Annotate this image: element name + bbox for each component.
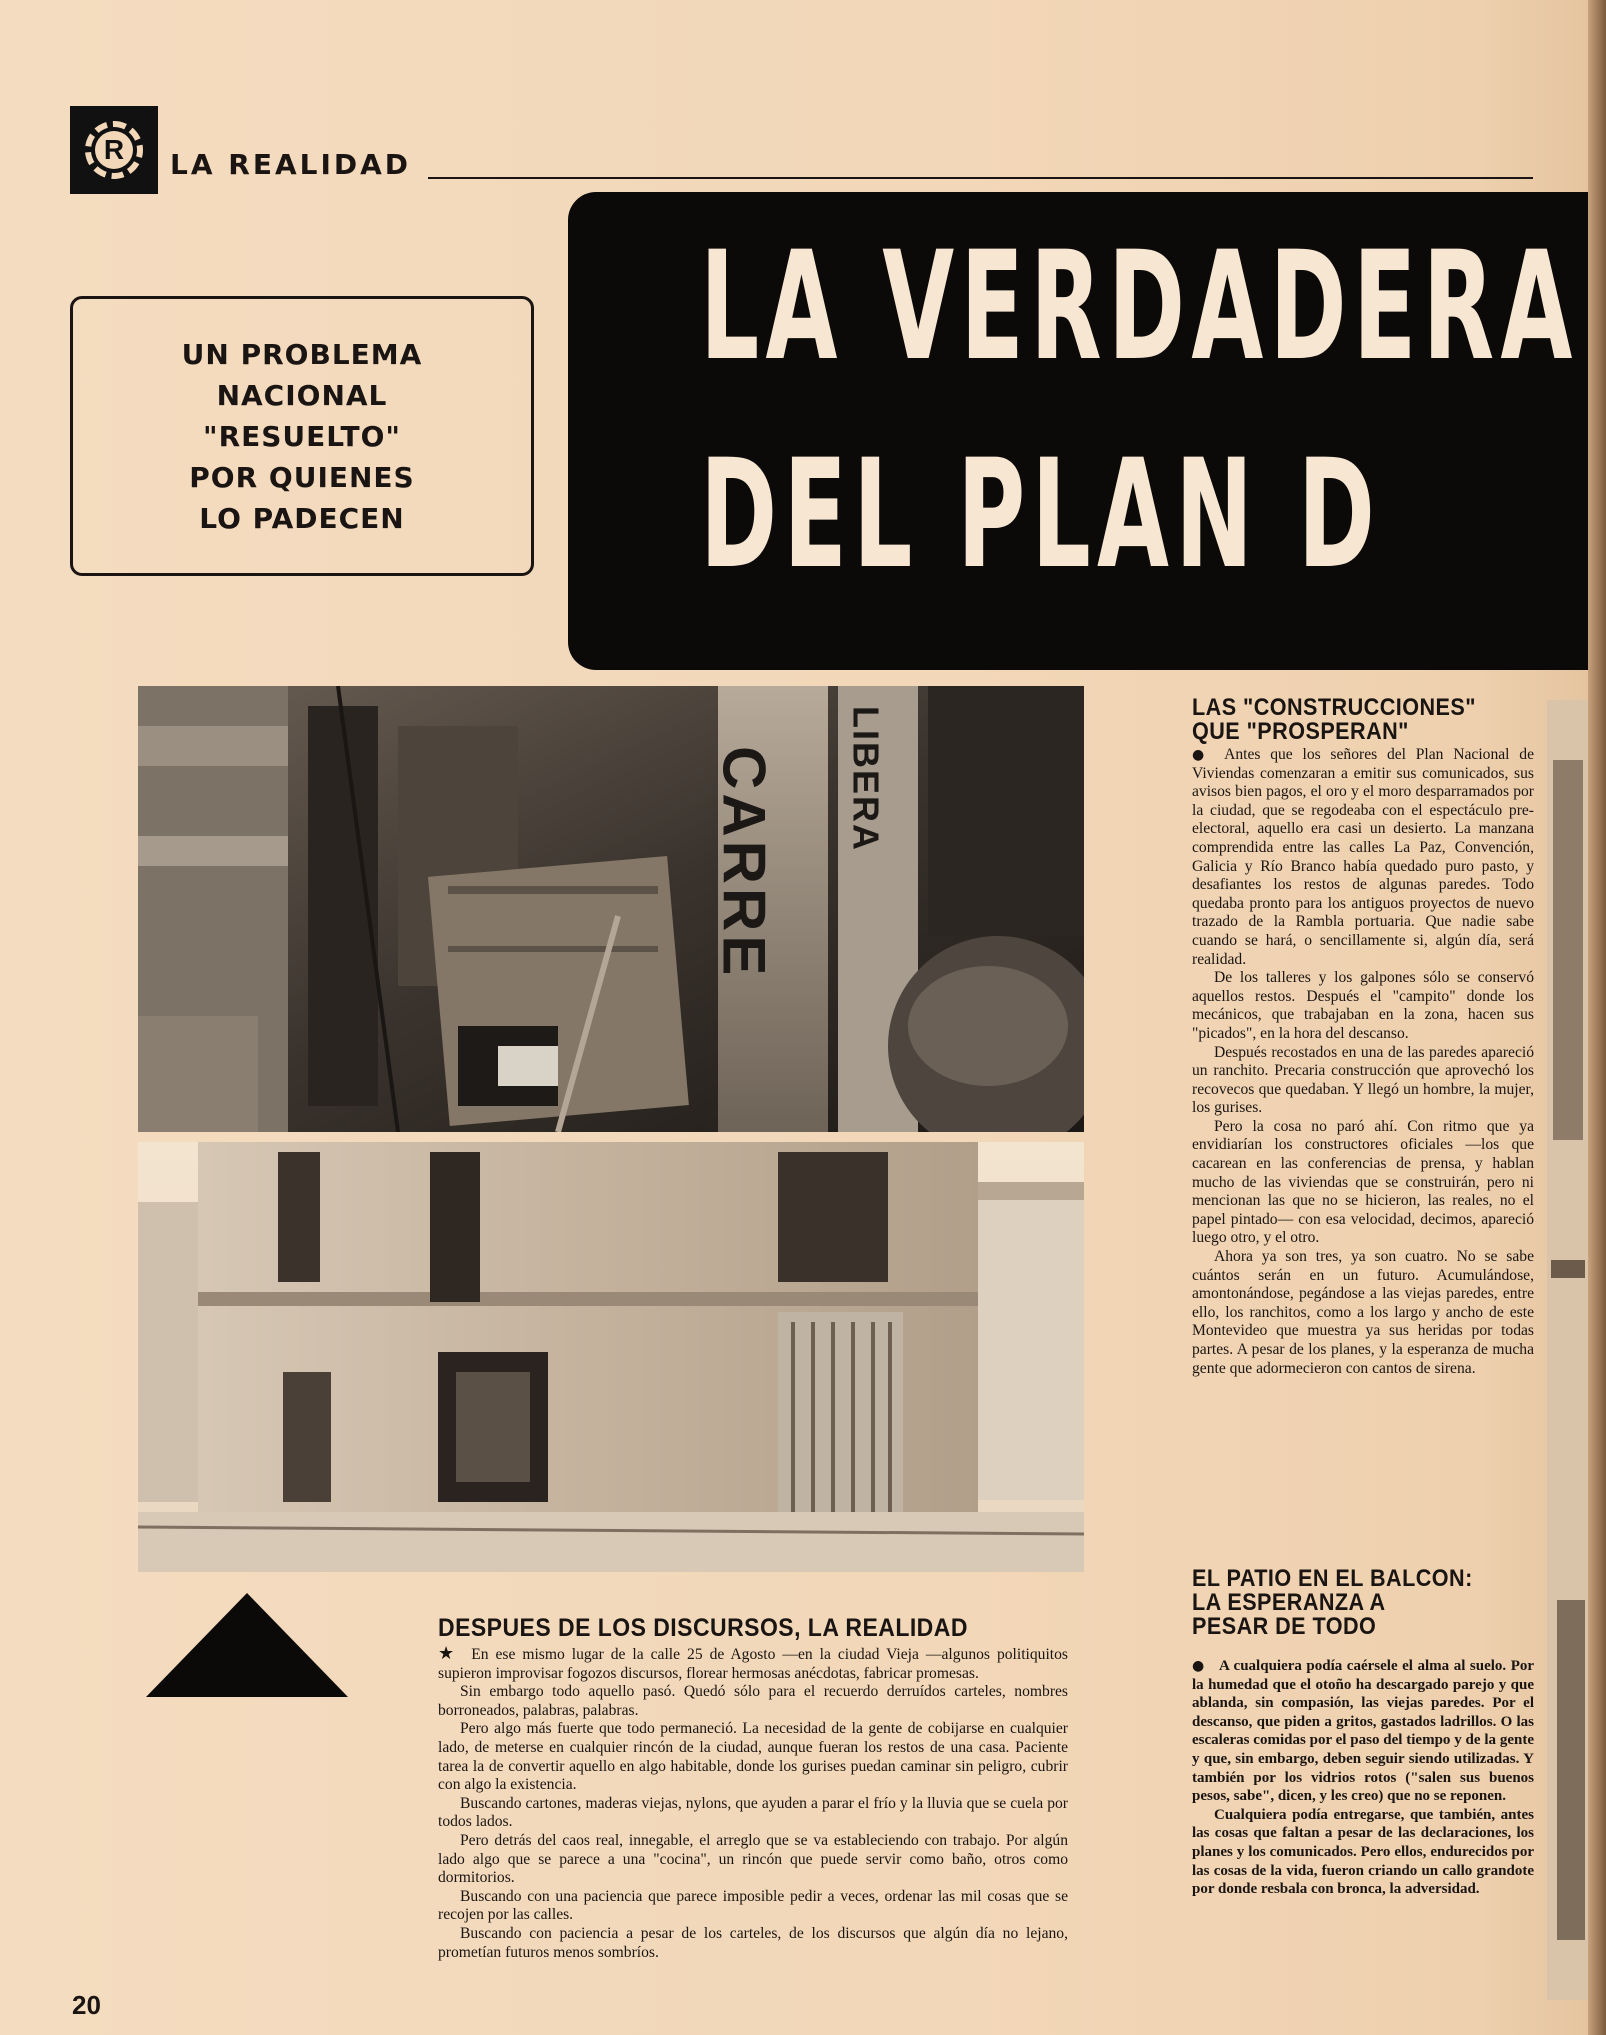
photo-shelter-interior	[138, 686, 1084, 1132]
article-patio-body	[1192, 1657, 1534, 1899]
headline-banner	[568, 192, 1606, 670]
star-icon: ★	[438, 1643, 458, 1664]
photo-sign-right: LIBERA	[845, 706, 887, 852]
logo-letter: R	[95, 131, 133, 169]
article-main-paragraph: Pero detrás del caos real, innegable, el arreglo que se va estableciendo con trabajo. Por algún lado algo que se parece a una "cocina", un rincón que puede servir como baño, otros como dormitorios.	[438, 1831, 1068, 1887]
article-main-paragraph: Buscando cartones, maderas viejas, nylons, que ayuden a parar el frío y la lluvia que se cuela por todos lados.	[438, 1794, 1068, 1831]
article-construcciones-heading: LAS "CONSTRUCCIONES" QUE "PROSPERAN"	[1192, 694, 1476, 745]
article-main	[438, 1616, 1068, 1962]
facing-page-edge	[1547, 700, 1588, 2000]
article-main-paragraph: Sin embargo todo aquello pasó. Quedó sólo para el recuerdo derruídos carteles, nombres borroneados, palabras, palabras.	[438, 1683, 1068, 1719]
section-name: LA REALIDAD	[170, 147, 412, 181]
article-main-heading: DESPUES DE LOS DISCURSOS, LA REALIDAD	[438, 1614, 968, 1642]
realidad-logo	[70, 106, 158, 194]
section-header	[70, 106, 411, 194]
photo-sign-left: CARRE	[710, 746, 778, 980]
article-construcciones-paragraph: ● Antes que los señores del Plan Nacional de Viviendas comenzaran a emitir sus comunicados, sus avisos bien pagos, el oro y el moro desparramados por la ciudad, que se regodeaba con el espectáculo pre-electoral, aquello era casi un desierto. La manzana comprendida entre las calles La Paz, Convención, Galicia y Río Branco había quedado puro pasto, y desafiantes los restos de algunas paredes. Todo quedaba pronto para los antiguos proyectos de nuevo trazado de la Rambla portuaria. Que nadie sabe cuando se hará, o sencillamente si, algún día, será realidad.	[1192, 746, 1534, 968]
page-number: 20	[72, 1990, 101, 2020]
article-construcciones-body	[1192, 746, 1534, 1378]
article-main-paragraph: Buscando con una paciencia que parece imposible pedir a veces, ordenar las mil cosas que se recojen por las calles.	[438, 1887, 1068, 1924]
gear-icon	[85, 121, 143, 179]
article-construcciones-paragraph: De los talleres y los galpones sólo se conservó aquellos restos. Después el "campito" donde los mecánicos, que trabajaban en la zona, hacen sus "picados", en la hora del descanso.	[1192, 969, 1534, 1042]
article-patio-paragraph: Cualquiera podía entregarse, que también, antes las cosas que faltan a pesar de las declaraciones, los planes y los comunicados. Pero ellos, endurecidos por las cosas de la vida, fueron criando un callo grandote por donde resbala con bronca, la adversidad.	[1192, 1806, 1534, 1898]
kicker-box	[70, 296, 534, 576]
article-main-body	[438, 1645, 1068, 1962]
triangle-ornament	[146, 1593, 348, 1697]
article-main-paragraph: Pero algo más fuerte que todo permaneció. La necesidad de la gente de cobijarse en cualquier lado, de meterse en cualquier rincón de la ciudad, aunque fueran los restos de una casa. Paciente tarea la de convertir aquello en algo habitable, donde los gurises puedan caminar sin peligro, cubrir con algo la existencia.	[438, 1720, 1068, 1794]
article-main-paragraph: ★ En ese mismo lugar de la calle 25 de Agosto —en la ciudad Vieja —algunos politiquitos supieron improvisar fogozos discursos, florear hermosas anécdotas, fabricar promesas.	[438, 1643, 1068, 1682]
article-patio	[1192, 1567, 1534, 1899]
article-patio-heading: EL PATIO EN EL BALCON: LA ESPERANZA A PESAR DE TODO	[1192, 1565, 1473, 1640]
photo-building-facade	[138, 1142, 1084, 1572]
header-rule	[428, 177, 1533, 179]
article-construcciones-paragraph: Después recostados en una de las paredes apareció un ranchito. Precaria construcción que aprovechó los recovecos que quedaban. Y llegó un hombre, la mujer, los gurises.	[1192, 1043, 1534, 1117]
article-construcciones-paragraph: Ahora ya son tres, ya son cuatro. No se sabe cuántos serán en un futuro. Acumulándose, amontonándose, pegándose a las viejas paredes, entre ello, los ranchitos, como a los largo y ancho de este Montevideo que muestra ya sus heridas por todas partes. A pesar de los planes, y la esperanza de mucha gente que adormecieron con cantos de sirena.	[1192, 1248, 1534, 1377]
article-construcciones	[1192, 696, 1534, 1378]
article-patio-paragraph: ● A cualquiera podía caérsele el alma al suelo. Por la humedad que el otoño ha descargado parejo y que ablanda, sin compasión, las viejas paredes. Por el descanso, que piden a gritos, gastados ladrillos. O las escaleras comidas por el paso del tiempo y de la gente y que, sin embargo, deben seguir siendo utilizadas. Y también por los vidrios rotos ("salen sus buenos pesos, sabe", dicen, y les creo) que no se reponen.	[1192, 1658, 1535, 1805]
kicker-text: UN PROBLEMA NACIONAL "RESUELTO" POR QUIENES LO PADECEN	[181, 337, 423, 535]
bullet-icon: ●	[1192, 747, 1211, 763]
headline-line-1: LA VERDADERA	[700, 220, 1579, 394]
article-main-paragraph: Buscando con paciencia a pesar de los carteles, de los discursos que algún día no lejano, prometían futuros menos sombríos.	[438, 1924, 1068, 1961]
headline-line-2: DEL PLAN D	[700, 428, 1382, 602]
article-construcciones-paragraph: Pero la cosa no paró ahí. Con ritmo que ya envidiarían los constructores oficiales —los que cacarean en las conferencias de prensa, y hablan mucho de las viviendas que se construirán, pero ni mencionan las que no se hicieron, las reales, no el papel pintado— con esa velocidad, decimos, apareció luego otro, y el otro.	[1192, 1117, 1534, 1247]
binding-gutter	[1588, 0, 1606, 2035]
bullet-icon: ●	[1192, 1658, 1206, 1674]
